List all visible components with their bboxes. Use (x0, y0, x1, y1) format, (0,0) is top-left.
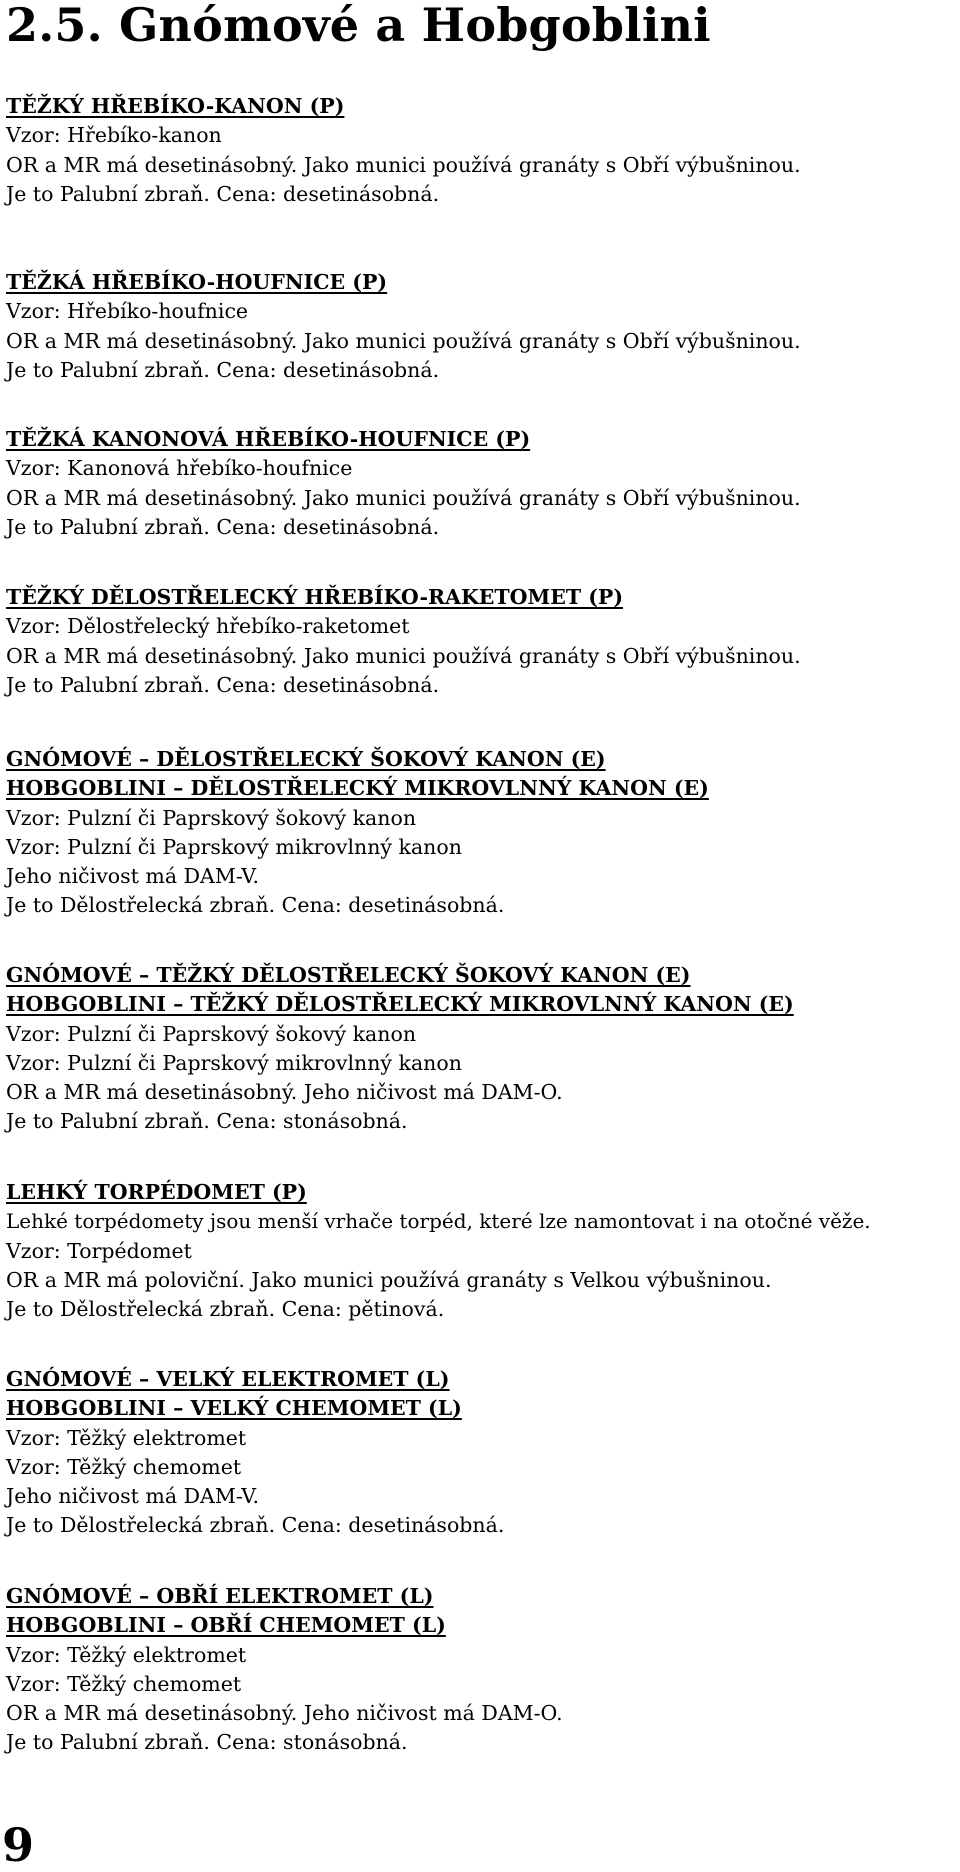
entry-text-line: Je to Dělostřelecká zbraň. Cena: desetinásobná. (6, 1513, 505, 1538)
weapon-entry (6, 961, 956, 1137)
entry-text-line: OR a MR má poloviční. Jako munici používá granáty s Velkou výbušninou. (6, 1267, 772, 1292)
weapon-entry (6, 1365, 956, 1541)
weapon-entry (6, 268, 956, 385)
weapon-entry (6, 583, 956, 700)
entry-text-line: Jeho ničivost má DAM-V. (6, 864, 259, 889)
entry-text-line: Je to Palubní zbraň. Cena: stonásobná. (6, 1730, 408, 1755)
entry-heading: TĚŽKÁ HŘEBÍKO-HOUFNICE (P) (6, 270, 388, 294)
entry-text-line: Vzor: Těžký chemomet (6, 1454, 242, 1479)
entry-text-line: OR a MR má desetinásobný. Jeho ničivost má DAM-O. (6, 1701, 563, 1726)
entry-text-line: Je to Palubní zbraň. Cena: desetinásobná. (6, 672, 440, 697)
entry-text-line: OR a MR má desetinásobný. Jako munici používá granáty s Obří výbušninou. (6, 152, 801, 177)
entry-heading: GNÓMOVÉ – TĚŽKÝ DĚLOSTŘELECKÝ ŠOKOVÝ KANON (E) (6, 963, 691, 987)
entry-text-line: Lehké torpédomety jsou menší vrhače torpéd, které lze namontovat i na otočné věže. (6, 1209, 871, 1234)
entry-text-line: Vzor: Pulzní či Paprskový mikrovlnný kanon (6, 834, 462, 859)
entry-text-line: Vzor: Těžký elektromet (6, 1425, 247, 1450)
entry-text-line: OR a MR má desetinásobný. Jeho ničivost má DAM-O. (6, 1080, 563, 1105)
entry-text-line: Je to Palubní zbraň. Cena: stonásobná. (6, 1109, 408, 1134)
entry-text-line: OR a MR má desetinásobný. Jako munici používá granáty s Obří výbušninou. (6, 328, 801, 353)
entry-heading: TĚŽKÝ DĚLOSTŘELECKÝ HŘEBÍKO-RAKETOMET (P) (6, 585, 624, 609)
entry-text-line: Vzor: Těžký elektromet (6, 1642, 247, 1667)
weapon-entry (6, 425, 956, 542)
entry-text-line: Je to Palubní zbraň. Cena: desetinásobná. (6, 357, 440, 382)
entry-text-line: Vzor: Hřebíko-houfnice (6, 299, 249, 324)
weapon-entry (6, 745, 956, 921)
entry-heading: HOBGOBLINI – DĚLOSTŘELECKÝ MIKROVLNNÝ KANON (E) (6, 776, 709, 801)
entry-text-line: Je to Dělostřelecká zbraň. Cena: desetinásobná. (6, 893, 505, 918)
entry-heading: HOBGOBLINI – TĚŽKÝ DĚLOSTŘELECKÝ MIKROVLNNÝ KANON (E) (6, 992, 794, 1017)
entry-text-line: Vzor: Torpédomet (6, 1238, 192, 1263)
entry-text-line: Jeho ničivost má DAM-V. (6, 1484, 259, 1509)
entry-heading: LEHKÝ TORPÉDOMET (P) (6, 1180, 307, 1204)
entry-heading: GNÓMOVÉ – DĚLOSTŘELECKÝ ŠOKOVÝ KANON (E) (6, 747, 606, 771)
entry-text-line: Vzor: Těžký chemomet (6, 1671, 242, 1696)
entry-text-line: Je to Dělostřelecká zbraň. Cena: pětinová. (6, 1297, 445, 1322)
entry-text-line: Vzor: Pulzní či Paprskový šokový kanon (6, 1021, 417, 1046)
entry-text-line: OR a MR má desetinásobný. Jako munici používá granáty s Obří výbušninou. (6, 485, 801, 510)
entry-heading: TĚŽKÁ KANONOVÁ HŘEBÍKO-HOUFNICE (P) (6, 427, 531, 451)
entry-heading: GNÓMOVÉ – VELKÝ ELEKTROMET (L) (6, 1367, 450, 1391)
entry-text-line: Je to Palubní zbraň. Cena: desetinásobná. (6, 181, 440, 206)
page-number: 9 (2, 1818, 35, 1872)
entry-text-line: Vzor: Dělostřelecký hřebíko-raketomet (6, 614, 410, 639)
entry-heading: TĚŽKÝ HŘEBÍKO-KANON (P) (6, 94, 345, 118)
entry-text-line: Je to Palubní zbraň. Cena: desetinásobná. (6, 514, 440, 539)
weapon-entry (6, 1582, 956, 1758)
entry-text-line: Vzor: Hřebíko-kanon (6, 123, 222, 148)
entry-heading: HOBGOBLINI – OBŘÍ CHEMOMET (L) (6, 1613, 446, 1638)
entry-text-line: Vzor: Pulzní či Paprskový šokový kanon (6, 805, 417, 830)
weapon-entry (6, 92, 956, 209)
section-title: 2.5. Gnómové a Hobgoblini (6, 0, 711, 52)
entry-heading: HOBGOBLINI – VELKÝ CHEMOMET (L) (6, 1396, 462, 1421)
entry-heading: GNÓMOVÉ – OBŘÍ ELEKTROMET (L) (6, 1584, 434, 1608)
entry-text-line: Vzor: Kanonová hřebíko-houfnice (6, 456, 353, 481)
entry-text-line: Vzor: Pulzní či Paprskový mikrovlnný kanon (6, 1050, 462, 1075)
weapon-entry (6, 1178, 956, 1324)
entry-text-line: OR a MR má desetinásobný. Jako munici používá granáty s Obří výbušninou. (6, 643, 801, 668)
